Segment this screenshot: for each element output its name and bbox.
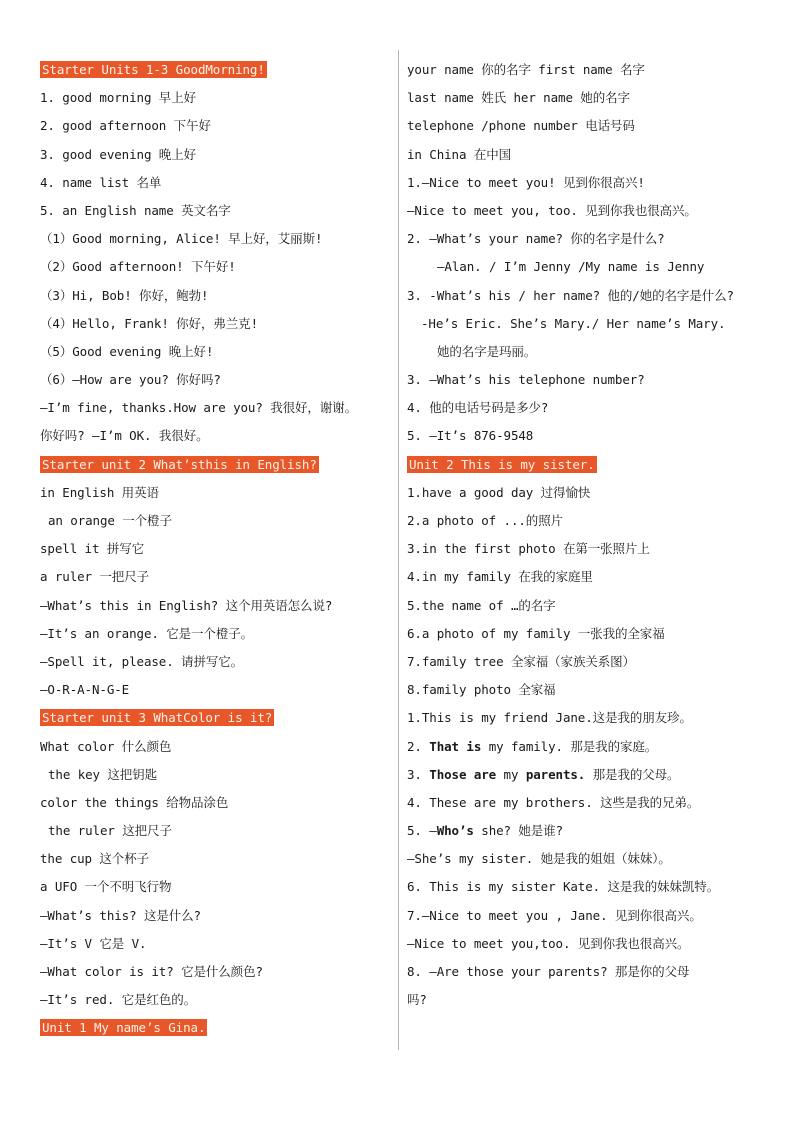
text-line (40, 873, 392, 901)
line-text: your name 你的名字 first name 名字 (407, 62, 645, 77)
text-line (40, 141, 392, 169)
text-line (407, 56, 767, 84)
line-text: 5. —It’s 876-9548 (407, 428, 534, 444)
line-text: 6.a photo of my family 一张我的全家福 (407, 625, 665, 641)
column-divider (398, 50, 399, 1050)
text-line (40, 620, 392, 648)
section-header-row (40, 1014, 392, 1042)
text-line (40, 84, 392, 112)
line-text: 7.family tree 全家福（家族关系图） (407, 653, 635, 669)
line-text: 4.in my family 在我的家庭里 (407, 569, 593, 585)
line-text: 5. an English name 英文名字 (40, 202, 231, 218)
line-text: 3. —What’s his telephone number? (407, 372, 645, 388)
text-line (407, 902, 767, 930)
text-line (407, 958, 767, 986)
text-line (407, 817, 767, 845)
text-line (40, 676, 392, 704)
section-header: Unit 2 This is my sister. (409, 456, 595, 472)
text-line (40, 366, 392, 394)
text-line (40, 648, 392, 676)
line-text: an orange 一个橙子 (48, 513, 172, 528)
bold-text: That is (429, 738, 482, 754)
text-line (40, 112, 392, 140)
line-text: 2. (407, 738, 430, 754)
line-text: 6. This is my sister Kate. 这是我的妹妹凯特。 (407, 879, 720, 895)
text-line (407, 197, 767, 225)
section-header-row (40, 704, 392, 732)
line-text: 1.—Nice to meet you! 见到你很高兴! (407, 174, 645, 190)
line-text: —Nice to meet you, too. 见到你我也很高兴。 (407, 202, 697, 218)
text-line (407, 394, 767, 422)
text-line (40, 958, 392, 986)
text-line (40, 169, 392, 197)
section-header-row (407, 451, 767, 479)
text-line (407, 845, 767, 873)
text-line (40, 253, 392, 281)
text-line (407, 733, 767, 761)
text-line (40, 225, 392, 253)
line-text: —What color is it? 它是什么颜色? (40, 964, 263, 979)
line-text: —Spell it, please. 请拼写它。 (40, 653, 244, 669)
line-text: 5.the name of …的名字 (407, 597, 556, 613)
line-text: —Alan. / I’m Jenny /My name is Jenny (437, 259, 705, 275)
text-line (407, 789, 767, 817)
section-header: Starter unit 2 What’sthis in English? (42, 456, 317, 472)
text-line (407, 84, 767, 112)
section-header: Unit 1 My name’s Gina. (42, 1020, 206, 1036)
text-line (407, 620, 767, 648)
line-text: —What’s this in English? 这个用英语怎么说? (40, 597, 333, 613)
bold-text: parents. (525, 766, 586, 782)
text-line (40, 761, 392, 789)
text-line (40, 789, 392, 817)
text-line (40, 422, 392, 450)
text-line (407, 592, 767, 620)
line-text: —O-R-A-N-G-E (40, 682, 130, 698)
text-line (407, 761, 767, 789)
line-text: —It’s an orange. 它是一个橙子。 (40, 625, 254, 641)
text-line (40, 535, 392, 563)
line-text: 2.a photo of ...的照片 (407, 513, 564, 528)
text-line (40, 563, 392, 591)
text-line (407, 986, 767, 1014)
line-text: telephone /phone number 电话号码 (407, 118, 635, 134)
line-text: 那是我的父母。 (585, 766, 680, 782)
text-line (40, 986, 392, 1014)
text-line (407, 366, 767, 394)
text-line (40, 197, 392, 225)
text-line (407, 112, 767, 140)
text-line (407, 535, 767, 563)
text-line (407, 225, 767, 253)
section-header-row (40, 56, 392, 84)
text-line (407, 422, 767, 450)
text-line (40, 310, 392, 338)
bold-text: Those are (429, 766, 497, 782)
text-line (40, 507, 392, 535)
line-text: （1）Good morning, Alice! 早上好，艾丽斯! (40, 231, 323, 247)
line-text: 1.This is my friend Jane.这是我的朋友珍。 (407, 710, 692, 726)
line-text: a ruler 一把尺子 (40, 569, 150, 585)
line-text: 1.have a good day 过得愉快 (407, 484, 591, 500)
line-text: my family. 那是我的家庭。 (481, 738, 658, 754)
text-line (407, 676, 767, 704)
line-text: 3. good evening 晚上好 (40, 146, 197, 162)
line-text: —She’s my sister. 她是我的姐姐（妹妹）。 (407, 851, 671, 867)
line-text: the cup 这个杯子 (40, 851, 150, 867)
text-line (407, 338, 767, 366)
line-text: the ruler 这把尺子 (48, 823, 172, 839)
line-text: （3）Hi, Bob! 你好，鲍勃! (40, 287, 209, 303)
line-text: 8.family photo 全家福 (407, 682, 556, 698)
line-text: 2. good afternoon 下午好 (40, 118, 211, 134)
text-line (407, 282, 767, 310)
line-text: 3.in the first photo 在第一张照片上 (407, 541, 650, 557)
text-line (407, 253, 767, 281)
line-text: 7.—Nice to meet you , Jane. 见到你很高兴。 (407, 907, 702, 923)
line-text: 你好吗? —I’m OK. 我很好。 (40, 428, 209, 444)
line-text: —What’s this? 这是什么? (40, 907, 201, 923)
right-column (407, 56, 767, 1014)
text-line (40, 845, 392, 873)
text-line (40, 592, 392, 620)
text-line (407, 169, 767, 197)
text-line (407, 648, 767, 676)
text-line (407, 930, 767, 958)
left-column (40, 56, 392, 1043)
line-text: 4. 他的电话号码是多少? (407, 400, 549, 416)
text-line (407, 873, 767, 901)
text-line (40, 479, 392, 507)
text-line (40, 930, 392, 958)
line-text: 2. —What’s your name? 你的名字是什么? (407, 231, 665, 247)
text-line (40, 733, 392, 761)
text-line (40, 282, 392, 310)
line-text: —Nice to meet you,too. 见到你我也很高兴。 (407, 935, 690, 951)
line-text: last name 姓氏 her name 她的名字 (407, 90, 630, 106)
line-text: -He’s Eric. She’s Mary./ Her name’s Mary. (421, 315, 726, 331)
line-text: 3. -What’s his / her name? 他的/她的名字是什么? (407, 287, 734, 303)
line-text: color the things 给物品涂色 (40, 794, 229, 810)
line-text: spell it 拼写它 (40, 541, 145, 557)
section-header: Starter unit 3 WhatColor is it? (42, 710, 273, 726)
line-text: 5. — (407, 823, 437, 839)
line-text: the key 这把钥匙 (48, 766, 158, 782)
text-line (40, 338, 392, 366)
line-text: （5）Good evening 晚上好! (40, 343, 214, 359)
line-text: What color 什么颜色 (40, 738, 172, 754)
text-line (407, 507, 767, 535)
text-line (407, 563, 767, 591)
text-line (407, 479, 767, 507)
bold-text: Who’s (436, 823, 474, 839)
section-header-row (40, 451, 392, 479)
line-text: —It’s V 它是 V. (40, 935, 147, 951)
line-text: 4. These are my brothers. 这些是我的兄弟。 (407, 794, 700, 810)
line-text: —It’s red. 它是红色的。 (40, 992, 197, 1008)
text-line (407, 141, 767, 169)
line-text: （2）Good afternoon! 下午好! (40, 259, 236, 275)
line-text: 8. —Are those your parents? 那是你的父母 (407, 964, 690, 979)
text-line (40, 902, 392, 930)
text-line (40, 817, 392, 845)
line-text: my (496, 766, 526, 782)
line-text: —I’m fine, thanks.How are you? 我很好，谢谢。 (40, 400, 357, 416)
text-line (407, 704, 767, 732)
line-text: （6）—How are you? 你好吗? (40, 372, 221, 388)
line-text: she? 她是谁? (473, 823, 564, 839)
line-text: （4）Hello, Frank! 你好，弗兰克! (40, 315, 259, 331)
section-header: Starter Units 1-3 GoodMorning! (42, 62, 265, 77)
text-line (40, 394, 392, 422)
line-text: 1. good morning 早上好 (40, 90, 197, 106)
text-line (407, 310, 767, 338)
line-text: 4. name list 名单 (40, 174, 162, 190)
line-text: 3. (407, 766, 430, 782)
line-text: a UFO 一个不明飞行物 (40, 879, 172, 895)
line-text: in China 在中国 (407, 146, 512, 162)
line-text: 她的名字是玛丽。 (437, 343, 537, 359)
line-text: in English 用英语 (40, 484, 159, 500)
line-text: 吗? (407, 992, 427, 1008)
